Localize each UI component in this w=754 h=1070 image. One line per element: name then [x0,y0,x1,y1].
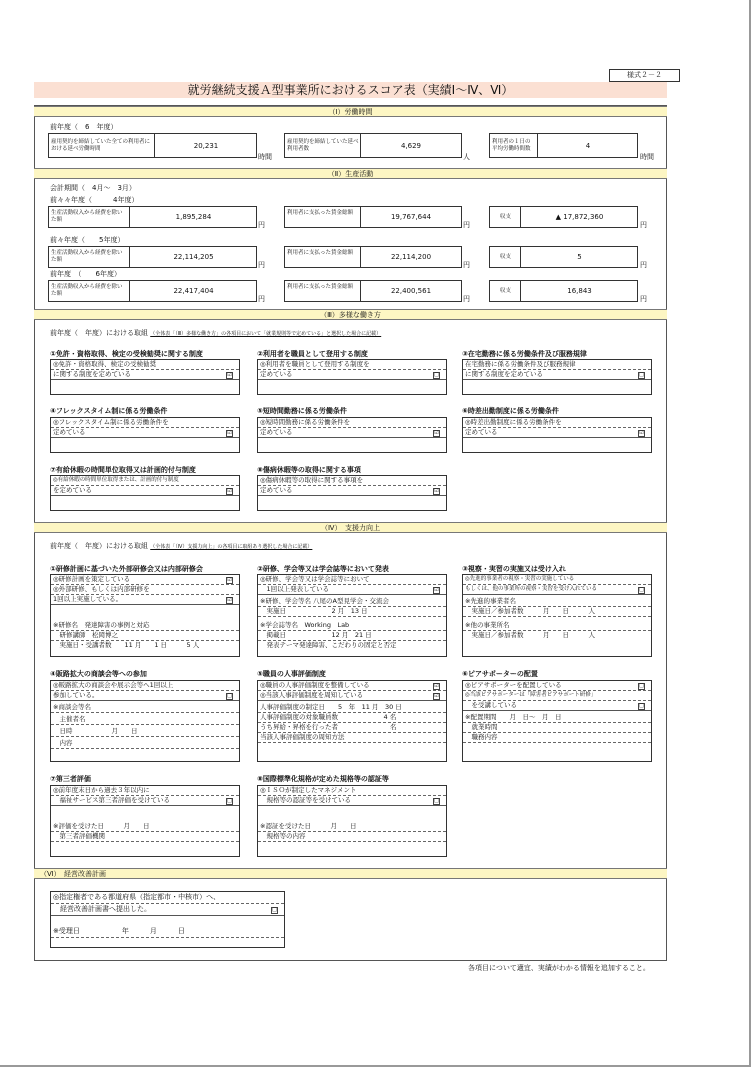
item-4-3-line5: ※他の事業所名 [463,621,651,631]
page-title: 就労継続支援Ａ型事業所におけるスコア表（実績Ⅰ～Ⅳ、Ⅵ） [34,82,667,98]
users-count-box [284,133,462,158]
item-4-4-title: ④販路拡大の商談会等への参加 [50,670,147,678]
income-box-1 [48,206,257,228]
income-label: 生産活動収入から経費を除いた額 [51,210,123,223]
accounting-period: 会計期間（ 4月～ 3月） [50,184,136,192]
item-3-3-checkbox[interactable]: □ [639,372,644,378]
item-3-3-box [462,359,652,395]
section-6-header: （Ⅵ） 経営改善計画 [40,870,106,878]
item-4-2-line5: ※学会誌等名 Working Lab [258,621,446,631]
item-4-5-title: ⑤職員の人事評価制度 [257,670,326,678]
item-4-1-checkbox1[interactable]: ☑ [227,577,232,583]
section-6-line3: ※受理日 年 月 日 [51,926,284,938]
section-6-line2: 経営改善計画書へ提出した。 [51,904,284,916]
item-4-6-title: ⑥ピアサポーターの配置 [462,670,538,678]
item-3-4-checkbox[interactable]: ☑ [227,430,232,436]
item-4-8-title: ⑧国際標準化規格が定めた規格等の認証等 [257,775,389,783]
yen-unit: 円 [258,261,265,269]
item-4-6-line3: を受講している [463,701,651,711]
section-3-header: （Ⅲ）多様な働き方 [34,309,667,320]
avg-hours-unit: 時間 [640,153,654,161]
item-3-2-line1: ◎利用者を職員として登用する制度を [258,360,446,370]
wage-box-1 [284,206,462,228]
item-4-3-box [462,574,652,657]
item-3-3-title: ③在宅勤務に係る労働条件及び服務規律 [462,350,587,358]
item-4-8-checkbox[interactable]: □ [434,798,439,804]
labor-hours-unit: 時間 [258,153,272,161]
item-3-7-line2: を定めている [51,486,239,496]
item-4-6-line4: ※配置期間 月 日～ 月 日 [463,713,651,723]
item-4-6-line1: ◎ピアサポーターを配置している [463,681,651,691]
section-3-intro-text: 前年度（ 年度）における取組 [50,329,148,337]
item-4-6-box [462,680,652,762]
item-4-4-checkbox[interactable]: □ [227,693,232,699]
section-6-line1: ◎指定権者である都道府県（指定都市・中核市）へ、 [51,892,284,904]
income-label: 生産活動収入から経費を除いた額 [51,250,123,263]
item-4-1-title: ①研修計画に基づいた外部研修会又は内部研修会 [50,565,203,573]
wage-box-2 [284,246,462,268]
item-3-6-box [462,417,652,453]
users-count-value: 4,629 [400,142,422,150]
balance-value-1: ▲ 17,872,360 [555,213,604,221]
item-4-5-checkbox2[interactable]: ☑ [434,693,439,699]
year-label-2: 前々年度（ 5年度） [50,236,125,244]
yen-unit: 円 [640,261,647,269]
item-3-7-title: ⑦有給休暇の時間単位取得又は計画的付与制度 [50,466,196,474]
item-4-5-checkbox1[interactable]: ☑ [434,683,439,689]
wage-label: 利用者に支払った賃金総額 [287,284,354,290]
item-4-3-line4: 実施日／参加者数 月 日 人 [463,607,651,617]
balance-label: 収支 [500,288,512,294]
item-4-2-line1: ◎研修、学会等又は学会誌等において [258,575,446,585]
item-4-2-checkbox[interactable]: ☑ [434,587,439,593]
item-3-6-line2: 定めている [463,428,651,438]
item-3-8-checkbox[interactable]: ☑ [434,488,439,494]
yen-unit: 円 [640,221,647,229]
item-3-6-title: ⑥時差出勤制度に係る労働条件 [462,407,559,415]
item-4-2-line7: 発表テーマ発達障害、こだわりの固定と否定 [260,641,397,649]
item-3-5-line2: 定めている [258,428,446,438]
item-4-1-line4: ※研修名 発達障害の事例と対応 [51,621,239,631]
item-4-7-title: ⑦第三者評価 [50,775,91,783]
item-4-4-line3: ※商談会等名 [51,703,239,713]
item-3-7-checkbox[interactable]: ☑ [227,488,232,494]
item-4-8-line2: 規格等の認証等を受けている [258,796,446,806]
item-4-3-line3: ※先進的事業者名 [463,597,651,607]
item-4-7-line3: ※評価を受けた日 月 日 [51,822,239,832]
item-3-8-line2: 定めている [258,486,446,496]
item-4-6-line6: 職務内容 [463,733,651,743]
year-label-1: 前々々年度（ 4年度） [50,196,139,204]
item-4-8-line1: ◎ＩＳＯが制定したマネジメント [258,786,446,796]
item-4-4-line4: 主催者名 [51,715,239,725]
item-4-2-line4: 実施日 2 月 13 日 [258,607,446,617]
income-box-3 [48,280,257,302]
wage-value-2: 22,114,200 [390,253,432,261]
balance-label: 収支 [500,214,512,220]
item-4-3-line6: 実施日／参加者数 月 日 人 [465,631,595,639]
income-value-2: 22,114,205 [173,253,214,261]
yen-unit: 円 [463,295,470,303]
item-4-7-box [50,785,240,857]
wage-label: 利用者に支払った賃金総額 [287,250,354,256]
item-3-3-line1: 在宅勤務に係る労働条件及び服務規律 [463,360,651,370]
item-3-1-line1: ◎免許・資格取得、検定の受検勧奨 [51,360,239,370]
item-3-5-title: ⑤短時間勤務に係る労働条件 [257,407,347,415]
item-4-1-line2: ◎外部研修、もしくは内部研修を [51,585,239,595]
income-value-3: 22,417,404 [173,287,214,295]
item-4-5-box [257,680,447,762]
item-4-4-line2: 参加している。 [51,691,239,701]
users-count-unit: 人 [463,153,470,161]
item-4-1-line3: 1回以上実施している。 [51,595,239,605]
form-number: 様式２－２ [609,69,680,82]
item-3-8-box [257,475,447,511]
avg-hours-value: 4 [585,142,591,150]
item-4-6-checkbox2[interactable]: □ [639,703,644,709]
item-3-2-box [257,359,447,395]
item-4-4-line6: 内容 [51,739,239,749]
item-4-7-checkbox[interactable]: □ [227,798,232,804]
section-4-intro-text: 前年度（ 年度）における取組 [50,542,148,550]
income-value-1: 1,895,284 [175,213,212,221]
item-4-3-title: ③視察・実習の実施又は受け入れ [462,565,566,573]
yen-unit: 円 [640,295,647,303]
yen-unit: 円 [463,221,470,229]
item-4-2-box [257,574,447,657]
item-3-1-line2: に関する制度を定めている [51,370,239,380]
income-label: 生産活動収入から経費を除いた額 [51,284,123,297]
item-4-2-title: ②研修、学会等又は学会誌等において発表 [257,565,389,573]
labor-hours-box [48,133,257,158]
item-4-2-line3: ※研修、学会等名 八尾のA型見学会・交流会 [258,597,446,607]
section-3-intro [50,328,381,338]
item-3-4-title: ④フレックスタイム制に係る労働条件 [50,407,168,415]
section-6-box [50,891,285,948]
balance-value-3: 16,843 [567,287,592,295]
item-3-4-line2: 定めている [51,428,239,438]
item-4-1-checkbox2[interactable]: ☑ [227,597,232,603]
section-1-year: 前年度（ 6 年度） [50,123,118,131]
footer-note: 各項目について適宜、実績がわかる情報を追加すること。 [468,964,650,972]
balance-box-3 [489,280,638,302]
section-6-checkbox[interactable]: □ [272,907,277,913]
avg-hours-box [489,133,638,158]
item-4-8-line4: 規格等の内容 [258,832,446,842]
item-4-7-line1: ◎前年度末日から過去３年以内に [51,786,239,796]
item-4-5-line1: ◎職員の人事評価制度を整備している [258,681,446,691]
users-count-label: 雇用契約を締結していた延べ利用者数 [287,139,359,152]
section-6-header-band [34,868,667,879]
item-3-8-line1: ◎傷病休暇等の取得に関する事項を [258,476,446,486]
item-4-5-line4: 人事評価制度の対象職員数 4 名 [258,713,446,723]
item-3-5-box [257,417,447,453]
item-3-7-box [50,475,240,511]
item-3-1-checkbox[interactable]: ☑ [227,372,232,378]
item-3-2-title: ②利用者を職員として登用する制度 [257,350,368,358]
item-4-3-checkbox[interactable]: □ [639,587,644,593]
item-3-3-line2: に関する制度を定めている [463,370,651,380]
yen-unit: 円 [258,221,265,229]
item-4-6-line2: ◎当該ピアサポーターは「障害者ピアサポート研修」 [463,691,651,701]
yen-unit: 円 [258,295,265,303]
item-4-8-line3: ※認証を受けた日 月 日 [258,822,446,832]
wage-value-1: 19,767,644 [390,213,432,221]
item-4-4-line1: ◎販路拡大の商談会や展示会等へ1回以上 [51,681,239,691]
item-4-4-line5: 日時 月 日 [51,727,239,737]
balance-value-2: 5 [577,253,582,261]
balance-box-1 [489,206,638,228]
labor-hours-label: 雇用契約を締結していた全ての利用者における延べ労働時間 [51,139,151,152]
item-3-6-checkbox[interactable]: ☑ [639,430,644,436]
section-4-intro [50,541,312,551]
item-3-1-box [50,359,240,395]
wage-box-3 [284,280,462,302]
item-3-8-title: ⑧傷病休暇等の取得に関する事項 [257,466,361,474]
section-3-intro-note: （全体表「（Ⅲ）多様な働き方」の各項目において「就業規則等で定めている」と選択した場合に記載） [150,331,382,337]
avg-hours-label: 利用者の１日の平均労働時間数 [492,139,531,152]
item-4-6-line5: 就業時間 [463,723,651,733]
yen-unit: 円 [463,261,470,269]
item-4-5-line2: ◎当該人事評価制度を周知している [258,691,446,701]
item-4-7-line2: 福祉サービス第三者評価を受けている [51,796,239,806]
item-4-4-box [50,680,240,762]
item-3-5-checkbox[interactable]: ☑ [434,430,439,436]
item-4-5-line6: 当該人事評価制度の周知方法 [258,733,446,743]
item-4-7-line4: 第三者評価機関 [51,832,239,842]
item-4-3-line1: ◎先進的事業者の視察・実習の実施している [463,575,651,585]
item-4-6-checkbox1[interactable]: □ [639,683,644,689]
item-3-4-line1: ◎フレックスタイム制に係る労働条件を [51,418,239,428]
item-3-2-checkbox[interactable]: □ [434,372,439,378]
year-label-3: 前年度 （ 6年度） [50,270,121,278]
item-4-5-line3: 人事評価制度の制定日 5 年 11 月 30 日 [258,703,446,713]
wage-label: 利用者に支払った賃金総額 [287,210,354,216]
item-4-1-line1: ◎研修計画を策定している [51,575,239,585]
section-1-header: （Ⅰ）労働時間 [34,106,667,117]
item-4-5-line5: うち昇給・昇格を行った者 名 [258,723,446,733]
item-4-1-box [50,574,240,657]
item-4-1-line6: 実施日・受講者数 11 月 1 日 5 人 [53,641,200,649]
section-2-header: （Ⅱ）生産活動 [34,168,667,179]
balance-box-2 [489,246,638,268]
item-4-3-line2: もしくは、他の事業所の視察・実習を受け入れている [463,585,651,595]
item-3-2-line2: 定めている [258,370,446,380]
item-3-4-box [50,417,240,453]
item-3-7-line1: ◎有給休暇の時間単位取得または、計画的付与制度 [51,476,239,486]
item-3-1-title: ①免許・資格取得、検定の受検勧奨に関する制度 [50,350,203,358]
item-4-8-box [257,785,447,857]
item-4-1-line5: 研修講師 松岡博之 [51,631,239,641]
wage-value-3: 22,400,561 [390,287,432,295]
labor-hours-value: 20,231 [193,142,219,150]
section-4-intro-note: （全体表「（Ⅳ）支援力向上」の各項目に取組あり選択した場合に記載） [150,544,313,550]
income-box-2 [48,246,257,268]
item-4-2-line2: 1回以上発表している [258,585,446,595]
balance-label: 収支 [500,254,512,260]
item-3-5-line1: ◎短時間勤務に係る労働条件を [258,418,446,428]
item-4-2-line6: 掲載日 12 月 21 日 [258,631,446,641]
section-4-header: （Ⅳ） 支援力向上 [34,522,667,533]
item-3-6-line1: ◎時差出勤制度に係る労働条件を [463,418,651,428]
